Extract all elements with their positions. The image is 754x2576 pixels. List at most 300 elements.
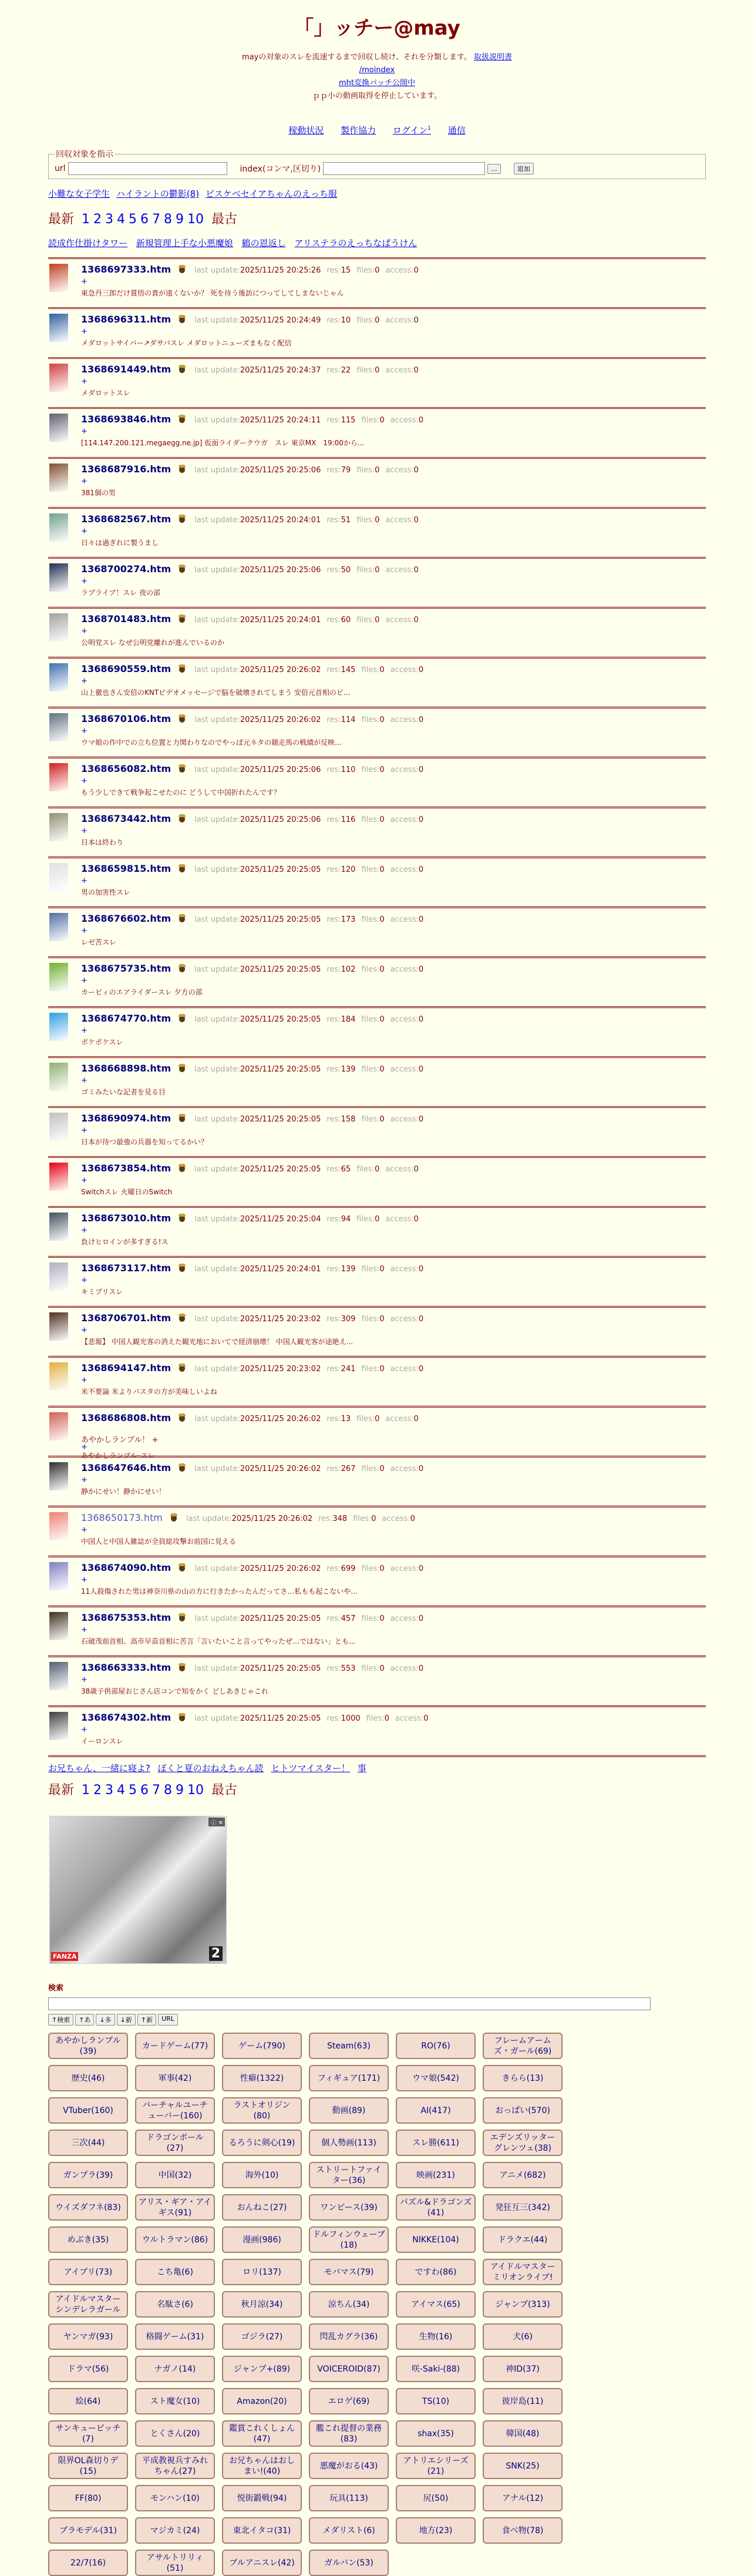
expand-button[interactable]: + bbox=[81, 1476, 87, 1485]
thread-link[interactable]: 1368694147.htm bbox=[81, 1362, 171, 1373]
nav-credits[interactable]: 製作協力 bbox=[341, 125, 376, 136]
pager-page[interactable]: 4 bbox=[117, 212, 126, 227]
thread-thumbnail[interactable] bbox=[49, 1163, 68, 1191]
add-button[interactable]: 追加 bbox=[514, 163, 534, 174]
ad-banner[interactable] bbox=[49, 1816, 227, 1964]
thread-res: 65 bbox=[341, 1165, 351, 1174]
category-button[interactable]: こち亀(6) bbox=[135, 2259, 215, 2285]
category-button[interactable]: 鑑賞これくしょん(47) bbox=[222, 2420, 302, 2447]
category-button[interactable]: アナル(12) bbox=[483, 2485, 563, 2511]
thread-thumbnail[interactable] bbox=[49, 1312, 68, 1341]
category-button[interactable]: ドラクエ(44) bbox=[483, 2226, 563, 2253]
category-button[interactable]: ウイズダフネ(83) bbox=[48, 2194, 128, 2221]
category-button[interactable]: 個人勢画(113) bbox=[309, 2130, 389, 2156]
category-button[interactable]: SNK(25) bbox=[483, 2453, 563, 2479]
category-button[interactable]: 格闘ゲーム(31) bbox=[135, 2323, 215, 2350]
category-button[interactable]: 22/7(16) bbox=[48, 2550, 128, 2576]
sort-buttons bbox=[48, 2014, 706, 2026]
category-button[interactable]: ラストオリジン(80) bbox=[222, 2097, 302, 2124]
category-button[interactable]: アイドルマスターミリオンライブ! bbox=[483, 2259, 563, 2285]
thread-thumbnail[interactable] bbox=[49, 563, 68, 592]
thread-link[interactable]: 1368647646.htm bbox=[81, 1462, 171, 1473]
category-button[interactable]: 尻(50) bbox=[396, 2485, 476, 2511]
bottom-link[interactable]: ヒトツマイスター！ bbox=[271, 1763, 351, 1774]
expand-button[interactable]: + bbox=[81, 277, 87, 286]
expand-button[interactable]: + bbox=[81, 377, 87, 386]
thread-link[interactable]: 1368690974.htm bbox=[81, 1113, 171, 1124]
thread-link[interactable]: 1368706701.htm bbox=[81, 1312, 171, 1324]
category-button[interactable]: アリス・ギア・アイギス(91) bbox=[135, 2194, 215, 2221]
category-button[interactable]: ジャンプ+(89) bbox=[222, 2356, 302, 2382]
category-button[interactable]: アニメ(682) bbox=[483, 2162, 563, 2188]
thread-row: 1368694147.htm last update:2025/11/25 20:23:02 res:241 files:0 access:0 + 米不要論 米よりパスタの方が美味しいよね bbox=[48, 1356, 706, 1406]
category-button[interactable]: パズル&ドラゴンズ(41) bbox=[396, 2194, 476, 2221]
thread-link[interactable]: 1368675735.htm bbox=[81, 963, 171, 974]
expand-button[interactable]: + bbox=[81, 727, 87, 735]
thread-link[interactable]: 1368691449.htm bbox=[81, 364, 171, 375]
category-button[interactable]: NIKKE(104) bbox=[396, 2226, 476, 2253]
category-button[interactable]: 性癖(1322) bbox=[222, 2065, 302, 2091]
ad-close-icon[interactable]: ⓘ ✕ bbox=[208, 1818, 225, 1826]
expand-button[interactable]: + bbox=[81, 627, 87, 636]
category-button[interactable]: 神ID(37) bbox=[483, 2356, 563, 2382]
category-button[interactable]: RO(76) bbox=[396, 2033, 476, 2059]
thread-files: 0 bbox=[375, 1165, 380, 1174]
pinned-link[interactable]: ビスケベセイアちゃんのえっち服 bbox=[205, 189, 337, 199]
category-button[interactable]: 彼岸島(11) bbox=[483, 2388, 563, 2414]
moindex-link[interactable]: /moindex bbox=[359, 66, 395, 75]
category-button[interactable]: 平成教視兵すみれちゃん(27) bbox=[135, 2453, 215, 2479]
category-button[interactable]: アイドルマスターシンデレラガール bbox=[48, 2291, 128, 2318]
category-button[interactable]: エロゲ(69) bbox=[309, 2388, 389, 2414]
category-button[interactable]: ブルアニスレ(42) bbox=[222, 2550, 302, 2576]
expand-button[interactable]: + bbox=[81, 1443, 87, 1452]
category-button[interactable]: 軍事(42) bbox=[135, 2065, 215, 2091]
expand-button[interactable]: + bbox=[81, 1076, 87, 1085]
expand-button[interactable]: + bbox=[81, 1126, 87, 1135]
category-button[interactable]: ワンピース(39) bbox=[309, 2194, 389, 2221]
thread-summary: レゼ苦スレ bbox=[81, 938, 117, 946]
thread-res: 51 bbox=[341, 516, 351, 525]
category-button[interactable]: 動画(89) bbox=[309, 2097, 389, 2124]
thread-thumbnail[interactable] bbox=[49, 364, 68, 392]
category-button[interactable]: 悦街鍛戦(94) bbox=[222, 2485, 302, 2511]
thread-thumbnail[interactable] bbox=[49, 913, 68, 941]
pager-last[interactable]: 最古 bbox=[211, 1783, 238, 1798]
category-button[interactable]: アイマス(65) bbox=[396, 2291, 476, 2318]
category-button[interactable]: 海外(10) bbox=[222, 2162, 302, 2188]
pager-page[interactable]: 1 bbox=[82, 212, 90, 227]
pager-page[interactable]: 5 bbox=[129, 212, 137, 227]
category-button[interactable]: 秋月涼(34) bbox=[222, 2291, 302, 2318]
category-button[interactable]: 三次(44) bbox=[48, 2130, 128, 2156]
thread-link[interactable]: 1368674090.htm bbox=[81, 1562, 171, 1573]
thread-thumbnail[interactable] bbox=[49, 1013, 68, 1041]
expand-button[interactable]: + bbox=[81, 1576, 87, 1584]
bottom-link[interactable]: 事 bbox=[357, 1763, 366, 1774]
thread-link[interactable]: 1368687916.htm bbox=[81, 464, 171, 475]
pager-page[interactable]: 4 bbox=[117, 1783, 126, 1798]
thread-date: 2025/11/25 20:25:05 bbox=[240, 965, 321, 974]
thread-date: 2025/11/25 20:25:05 bbox=[240, 1165, 321, 1174]
thread-thumbnail[interactable] bbox=[49, 414, 68, 442]
category-button[interactable]: ガルバン(53) bbox=[309, 2550, 389, 2576]
sub-link[interactable]: 読成作仕掛けタワー bbox=[48, 238, 128, 248]
thread-row: 1368696311.htm last update:2025/11/25 20:24:49 res:10 files:0 access:0 + メダロットサイバー↗ダサパスレ メダロットニューズまもなく配信 bbox=[48, 307, 706, 357]
category-button[interactable]: 名駄さ(6) bbox=[135, 2291, 215, 2318]
thread-thumbnail[interactable] bbox=[49, 763, 68, 791]
category-button[interactable]: お兄ちゃんはおしまい!(40) bbox=[222, 2453, 302, 2479]
pager-page[interactable]: 2 bbox=[93, 1783, 102, 1798]
category-button[interactable]: 咲-Saki-(88) bbox=[396, 2356, 476, 2382]
thread-thumbnail[interactable] bbox=[49, 1712, 68, 1740]
pager-last[interactable]: 最古 bbox=[211, 212, 238, 227]
pager-page[interactable]: 8 bbox=[164, 1783, 173, 1798]
thread-thumbnail[interactable] bbox=[49, 1262, 68, 1291]
category-button[interactable]: shax(35) bbox=[396, 2420, 476, 2447]
expand-button[interactable]: + bbox=[81, 477, 87, 486]
thread-access: 0 bbox=[418, 1065, 424, 1074]
thread-row: 1368690559.htm last update:2025/11/25 20:26:02 res:145 files:0 access:0 + 山上徹也さん安倍のKNTビデオメッセージで脳を破壊されてしまう 安倍元首相のビ... bbox=[48, 657, 706, 707]
category-button[interactable]: ガンプラ(39) bbox=[48, 2162, 128, 2188]
category-button[interactable]: 玩具(113) bbox=[309, 2485, 389, 2511]
category-button[interactable]: 生物(16) bbox=[396, 2323, 476, 2350]
sub-link[interactable]: 鶴の恩返し bbox=[241, 238, 286, 248]
search-input[interactable] bbox=[48, 1997, 651, 2010]
pager-page[interactable]: 9 bbox=[176, 212, 184, 227]
category-button[interactable]: 中国(32) bbox=[135, 2162, 215, 2188]
thread-row: 1368701483.htm last update:2025/11/25 20:24:01 res:60 files:0 access:0 + 公明党スレ なぜ公明党離れが進んでいるのか bbox=[48, 607, 706, 657]
thread-link[interactable]: 1368673010.htm bbox=[81, 1213, 171, 1224]
thread-thumbnail[interactable] bbox=[49, 1612, 68, 1640]
category-button[interactable]: ドラゴンボール(27) bbox=[135, 2130, 215, 2156]
acorn-icon bbox=[179, 1215, 185, 1222]
thread-thumbnail[interactable] bbox=[49, 963, 68, 991]
thread-link[interactable]: 1368693846.htm bbox=[81, 414, 171, 425]
thread-row: 1368675735.htm last update:2025/11/25 20:25:05 res:102 files:0 access:0 + カービィのエアライダースレ 夕方の部 bbox=[48, 956, 706, 1006]
category-button[interactable]: 漫画(986) bbox=[222, 2226, 302, 2253]
category-button[interactable]: アトリエシリーズ(21) bbox=[396, 2453, 476, 2479]
thread-access: 0 bbox=[423, 1714, 429, 1723]
bottom-link[interactable]: ぼくと夏のおねえちゃん読 bbox=[157, 1763, 264, 1774]
category-button[interactable]: 限界OL森切りデ(15) bbox=[48, 2453, 128, 2479]
manual-link[interactable]: 取扱説明書 bbox=[473, 53, 512, 62]
pager-page[interactable]: 6 bbox=[140, 212, 149, 227]
category-button[interactable]: アイプリ(73) bbox=[48, 2259, 128, 2285]
category-button[interactable]: おんねこ(27) bbox=[222, 2194, 302, 2221]
thread-access: 0 bbox=[418, 1015, 424, 1024]
category-button[interactable]: エデンズリッターグレンツェ(38) bbox=[483, 2130, 563, 2156]
thread-link[interactable]: 1368673442.htm bbox=[81, 813, 171, 824]
acorn-icon bbox=[179, 366, 185, 373]
thread-thumbnail[interactable] bbox=[49, 713, 68, 741]
category-button[interactable]: あやかしランブル(39) bbox=[48, 2033, 128, 2059]
nav-status[interactable]: 稼動状況 bbox=[288, 125, 324, 136]
thread-link[interactable]: 1368650173.htm bbox=[81, 1512, 163, 1523]
thread-summary: 公明党スレ なぜ公明党離れが進んでいるのか bbox=[81, 639, 224, 647]
thread-link[interactable]: 1368670106.htm bbox=[81, 713, 171, 724]
category-button[interactable]: 涼ちん(34) bbox=[309, 2291, 389, 2318]
expand-button[interactable]: + bbox=[81, 1725, 87, 1734]
thread-link[interactable]: 1368700274.htm bbox=[81, 563, 171, 575]
sort-button[interactable]: ↑検索 bbox=[48, 2014, 73, 2026]
category-button[interactable]: ナガノ(14) bbox=[135, 2356, 215, 2382]
thread-link[interactable]: 1368676602.htm bbox=[81, 913, 171, 924]
sort-button[interactable]: ↑新 bbox=[137, 2014, 156, 2026]
thread-thumbnail[interactable] bbox=[49, 863, 68, 891]
thread-row: 1368647646.htm last update:2025/11/25 20:26:02 res:267 files:0 access:0 + 静かにせい！静かにせい！ bbox=[48, 1456, 706, 1506]
thread-link[interactable]: 1368674770.htm bbox=[81, 1013, 171, 1024]
pinned-link[interactable]: 小難な女子学生 bbox=[48, 189, 110, 199]
bottom-link[interactable]: お兄ちゃん、一緒に寝よ? bbox=[48, 1763, 150, 1774]
thread-thumbnail[interactable] bbox=[49, 1462, 68, 1490]
expand-button[interactable]: + bbox=[81, 1276, 87, 1285]
category-button[interactable]: ゴジラ(27) bbox=[222, 2323, 302, 2350]
thread-link[interactable]: 1368682567.htm bbox=[81, 513, 171, 525]
expand-button[interactable]: + bbox=[81, 976, 87, 985]
pager-page[interactable]: 2 bbox=[93, 212, 102, 227]
page bbox=[48, 0, 706, 2576]
category-button[interactable]: AI(417) bbox=[396, 2097, 476, 2124]
category-button[interactable]: 発狂互三(342) bbox=[483, 2194, 563, 2221]
thread-thumbnail[interactable] bbox=[49, 1113, 68, 1141]
category-button[interactable]: Amazon(20) bbox=[222, 2388, 302, 2414]
mht-patch-link[interactable]: mht変換パッチ公開中 bbox=[338, 79, 415, 88]
expand-button[interactable]: + bbox=[81, 876, 87, 885]
thread-date: 2025/11/25 20:24:11 bbox=[240, 416, 321, 425]
category-button[interactable]: スレ勝(611) bbox=[396, 2130, 476, 2156]
category-button[interactable]: メダリスト(6) bbox=[309, 2517, 389, 2544]
category-button[interactable]: Steam(63) bbox=[309, 2033, 389, 2059]
category-button[interactable]: ですわ(86) bbox=[396, 2259, 476, 2285]
expand-button[interactable]: + bbox=[81, 926, 87, 935]
expand-button[interactable]: + bbox=[81, 1376, 87, 1385]
thread-files: 0 bbox=[379, 1614, 385, 1623]
expand-button[interactable]: + bbox=[81, 1625, 87, 1634]
expand-button[interactable]: + bbox=[81, 777, 87, 785]
expand-button[interactable]: + bbox=[81, 1026, 87, 1035]
category-button[interactable]: バーチャルユーチューバー(160) bbox=[135, 2097, 215, 2124]
nav-login[interactable]: ログイン$^1$ bbox=[392, 125, 431, 136]
category-button[interactable]: サンキューピッチ(7) bbox=[48, 2420, 128, 2447]
acorn-icon bbox=[179, 1065, 185, 1072]
thread-date: 2025/11/25 20:25:06 bbox=[240, 466, 321, 475]
thread-summary: 日本が待つ最強の兵器を知ってるかい？ bbox=[81, 1138, 208, 1146]
category-button[interactable]: ロリ(137) bbox=[222, 2259, 302, 2285]
thread-link[interactable]: 1368701483.htm bbox=[81, 613, 171, 624]
category-button[interactable]: ウマ娘(542) bbox=[396, 2065, 476, 2091]
pager-page[interactable]: 3 bbox=[105, 212, 114, 227]
thread-res: 348 bbox=[332, 1514, 348, 1523]
category-button[interactable]: とくさん(20) bbox=[135, 2420, 215, 2447]
category-button[interactable]: めぶき(35) bbox=[48, 2226, 128, 2253]
thread-link[interactable]: 1368673854.htm bbox=[81, 1163, 171, 1174]
acorn-icon bbox=[179, 1465, 185, 1472]
thread-files: 0 bbox=[379, 965, 385, 974]
acorn-icon bbox=[179, 316, 185, 323]
thread-thumbnail[interactable] bbox=[49, 464, 68, 492]
category-button[interactable]: ゲーム(790) bbox=[222, 2033, 302, 2059]
category-button[interactable]: VOICEROID(87) bbox=[309, 2356, 389, 2382]
expand-button[interactable]: + bbox=[81, 1675, 87, 1684]
sort-button[interactable]: ↓新 bbox=[117, 2014, 136, 2026]
acorn-icon bbox=[179, 865, 185, 872]
category-button[interactable]: スト魔女(10) bbox=[135, 2388, 215, 2414]
acorn-icon bbox=[179, 1415, 185, 1422]
thread-res: 94 bbox=[341, 1215, 351, 1224]
sort-button[interactable]: ↓多 bbox=[96, 2014, 115, 2026]
category-button[interactable]: 食べ物(78) bbox=[483, 2517, 563, 2544]
category-button[interactable]: ヤンマガ(93) bbox=[48, 2323, 128, 2350]
pager-page[interactable]: 5 bbox=[129, 1783, 137, 1798]
pager-first[interactable]: 最新 bbox=[48, 1783, 75, 1798]
sort-button[interactable]: ↑あ bbox=[75, 2014, 94, 2026]
category-button[interactable]: 悪魔がおる(43) bbox=[309, 2453, 389, 2479]
thread-link[interactable]: 1368673117.htm bbox=[81, 1262, 171, 1274]
thread-res: 1000 bbox=[341, 1714, 361, 1723]
category-button[interactable]: フレームアームズ・ガール(69) bbox=[483, 2033, 563, 2059]
pager-first[interactable]: 最新 bbox=[48, 212, 75, 227]
thread-res: 139 bbox=[341, 1065, 356, 1074]
acorn-icon bbox=[179, 266, 185, 273]
thread-access: 0 bbox=[413, 1215, 419, 1224]
thread-thumbnail[interactable] bbox=[49, 813, 68, 841]
thread-date: 2025/11/25 20:26:02 bbox=[240, 666, 321, 674]
thread-thumbnail[interactable] bbox=[49, 314, 68, 342]
expand-button[interactable]: + bbox=[81, 1326, 87, 1335]
category-button[interactable]: ウルトラマン(86) bbox=[135, 2226, 215, 2253]
thread-subtitle: あやかしランブル！ + bbox=[81, 1436, 159, 1445]
pinned-link[interactable]: ハイラントの鬱影(8) bbox=[116, 189, 200, 199]
thread-thumbnail[interactable] bbox=[49, 1662, 68, 1690]
nav-comm[interactable]: 通信 bbox=[447, 125, 466, 136]
pager-page[interactable]: 6 bbox=[140, 1783, 149, 1798]
sort-button[interactable]: URL bbox=[158, 2014, 178, 2026]
sub-link[interactable]: アリステラのえっちなぱうけん bbox=[294, 238, 418, 248]
pager-page[interactable]: 1 bbox=[82, 1783, 90, 1798]
thread-thumbnail[interactable] bbox=[49, 513, 68, 542]
thread-summary: 山上徹也さん安倍のKNTビデオメッセージで脳を破壊されてしまう 安倍元首相のビ... bbox=[81, 688, 351, 697]
category-button[interactable]: TS(10) bbox=[396, 2388, 476, 2414]
thread-files: 0 bbox=[379, 1315, 385, 1324]
expand-button[interactable]: + bbox=[81, 1226, 87, 1235]
expand-button[interactable]: + bbox=[81, 427, 87, 436]
category-button[interactable]: ドルフィンウェーブ(18) bbox=[309, 2226, 389, 2253]
expand-button[interactable]: + bbox=[81, 527, 87, 536]
thread-link[interactable]: 1368690559.htm bbox=[81, 663, 171, 674]
category-button[interactable]: きらら(13) bbox=[483, 2065, 563, 2091]
thread-link[interactable]: 1368656082.htm bbox=[81, 763, 171, 774]
pager-page[interactable]: 3 bbox=[105, 1783, 114, 1798]
thread-link[interactable]: 1368674302.htm bbox=[81, 1712, 171, 1723]
category-button[interactable]: プラモデル(31) bbox=[48, 2517, 128, 2544]
thread-access: 0 bbox=[410, 1514, 415, 1523]
thread-date: 2025/11/25 20:25:05 bbox=[240, 1714, 321, 1723]
category-button[interactable]: フィギュア(171) bbox=[309, 2065, 389, 2091]
thread-date: 2025/11/25 20:25:06 bbox=[240, 566, 321, 575]
category-button[interactable]: FF(80) bbox=[48, 2485, 128, 2511]
thread-access: 0 bbox=[413, 466, 419, 475]
category-button[interactable]: 絵(64) bbox=[48, 2388, 128, 2414]
thread-link[interactable]: 1368686808.htm bbox=[81, 1412, 171, 1423]
thread-thumbnail[interactable] bbox=[49, 1512, 68, 1540]
category-button[interactable]: ドラマ(56) bbox=[48, 2356, 128, 2382]
pager-page[interactable]: 10 bbox=[187, 1783, 204, 1798]
thread-thumbnail[interactable] bbox=[49, 264, 68, 292]
thread-access: 0 bbox=[418, 1664, 424, 1673]
thread-thumbnail[interactable] bbox=[49, 1412, 68, 1440]
category-button[interactable]: マジカミ(24) bbox=[135, 2517, 215, 2544]
category-button[interactable]: モバマス(79) bbox=[309, 2259, 389, 2285]
category-button[interactable]: るろうに剣心(19) bbox=[222, 2130, 302, 2156]
thread-link[interactable]: 1368696311.htm bbox=[81, 314, 171, 325]
thread-access: 0 bbox=[413, 1165, 419, 1174]
pager-page[interactable]: 8 bbox=[164, 212, 173, 227]
thread-thumbnail[interactable] bbox=[49, 1562, 68, 1590]
thread-thumbnail[interactable] bbox=[49, 1213, 68, 1241]
pinned-links bbox=[48, 187, 706, 200]
thread-link[interactable]: 1368663333.htm bbox=[81, 1662, 171, 1673]
thread-thumbnail[interactable] bbox=[49, 1362, 68, 1391]
category-button[interactable]: 歴史(46) bbox=[48, 2065, 128, 2091]
url-input[interactable] bbox=[68, 162, 227, 175]
category-button[interactable]: アサルトリリィ(51) bbox=[135, 2550, 215, 2576]
ad-logo: FANZA bbox=[51, 1952, 78, 1961]
category-button[interactable]: カードゲーム(77) bbox=[135, 2033, 215, 2059]
category-button[interactable]: 艦これ提督の業務(83) bbox=[309, 2420, 389, 2447]
category-button[interactable]: 閃乱カグラ(36) bbox=[309, 2323, 389, 2350]
browse-button[interactable]: ... bbox=[487, 164, 501, 174]
pager-page[interactable]: 7 bbox=[152, 1783, 161, 1798]
thread-thumbnail[interactable] bbox=[49, 1063, 68, 1091]
expand-button[interactable]: + bbox=[81, 1526, 87, 1534]
thread-files: 0 bbox=[379, 1065, 385, 1074]
sub-link[interactable]: 新規管理上手な小悪魔娘 bbox=[136, 238, 233, 248]
category-button[interactable]: VTuber(160) bbox=[48, 2097, 128, 2124]
category-button[interactable]: 地方(23) bbox=[396, 2517, 476, 2544]
thread-res: 10 bbox=[341, 316, 351, 325]
pager-page[interactable]: 10 bbox=[187, 212, 204, 227]
pager-page[interactable]: 7 bbox=[152, 212, 161, 227]
thread-link[interactable]: 1368675353.htm bbox=[81, 1612, 171, 1623]
expand-button[interactable]: + bbox=[81, 577, 87, 586]
thread-link[interactable]: 1368668898.htm bbox=[81, 1063, 171, 1074]
thread-link[interactable]: 1368697333.htm bbox=[81, 264, 171, 275]
thread-row: 1368700274.htm last update:2025/11/25 20:25:06 res:50 files:0 access:0 + ラブライブ！スレ 夜の部 bbox=[48, 557, 706, 607]
thread-row: 1368673854.htm last update:2025/11/25 20:25:05 res:65 files:0 access:0 + Switchスレ 火曜日のSwitch bbox=[48, 1156, 706, 1206]
thread-thumbnail[interactable] bbox=[49, 613, 68, 642]
expand-button[interactable]: + bbox=[81, 327, 87, 336]
index-input[interactable] bbox=[323, 162, 485, 175]
category-button[interactable]: おっぱい(570) bbox=[483, 2097, 563, 2124]
thread-link[interactable]: 1368659815.htm bbox=[81, 863, 171, 874]
top-nav bbox=[48, 124, 706, 136]
category-button[interactable]: モンハン(10) bbox=[135, 2485, 215, 2511]
thread-res: 110 bbox=[341, 765, 356, 774]
category-button[interactable]: ジャンプ(313) bbox=[483, 2291, 563, 2318]
pager-page[interactable]: 9 bbox=[176, 1783, 184, 1798]
category-button[interactable]: 東北イタコ(31) bbox=[222, 2517, 302, 2544]
category-button[interactable]: 映画(231) bbox=[396, 2162, 476, 2188]
expand-button[interactable]: + bbox=[81, 677, 87, 686]
category-button[interactable]: 犬(6) bbox=[483, 2323, 563, 2350]
category-button[interactable]: ストリートファイター(36) bbox=[309, 2162, 389, 2188]
expand-button[interactable]: + bbox=[81, 1176, 87, 1185]
thread-summary: 11人殺傷された男は神奈川県の山の方に行きたかったんだってさ…私もも起こないや... bbox=[81, 1587, 358, 1596]
thread-thumbnail[interactable] bbox=[49, 663, 68, 691]
expand-button[interactable]: + bbox=[81, 827, 87, 835]
category-button[interactable]: 韓国(48) bbox=[483, 2420, 563, 2447]
